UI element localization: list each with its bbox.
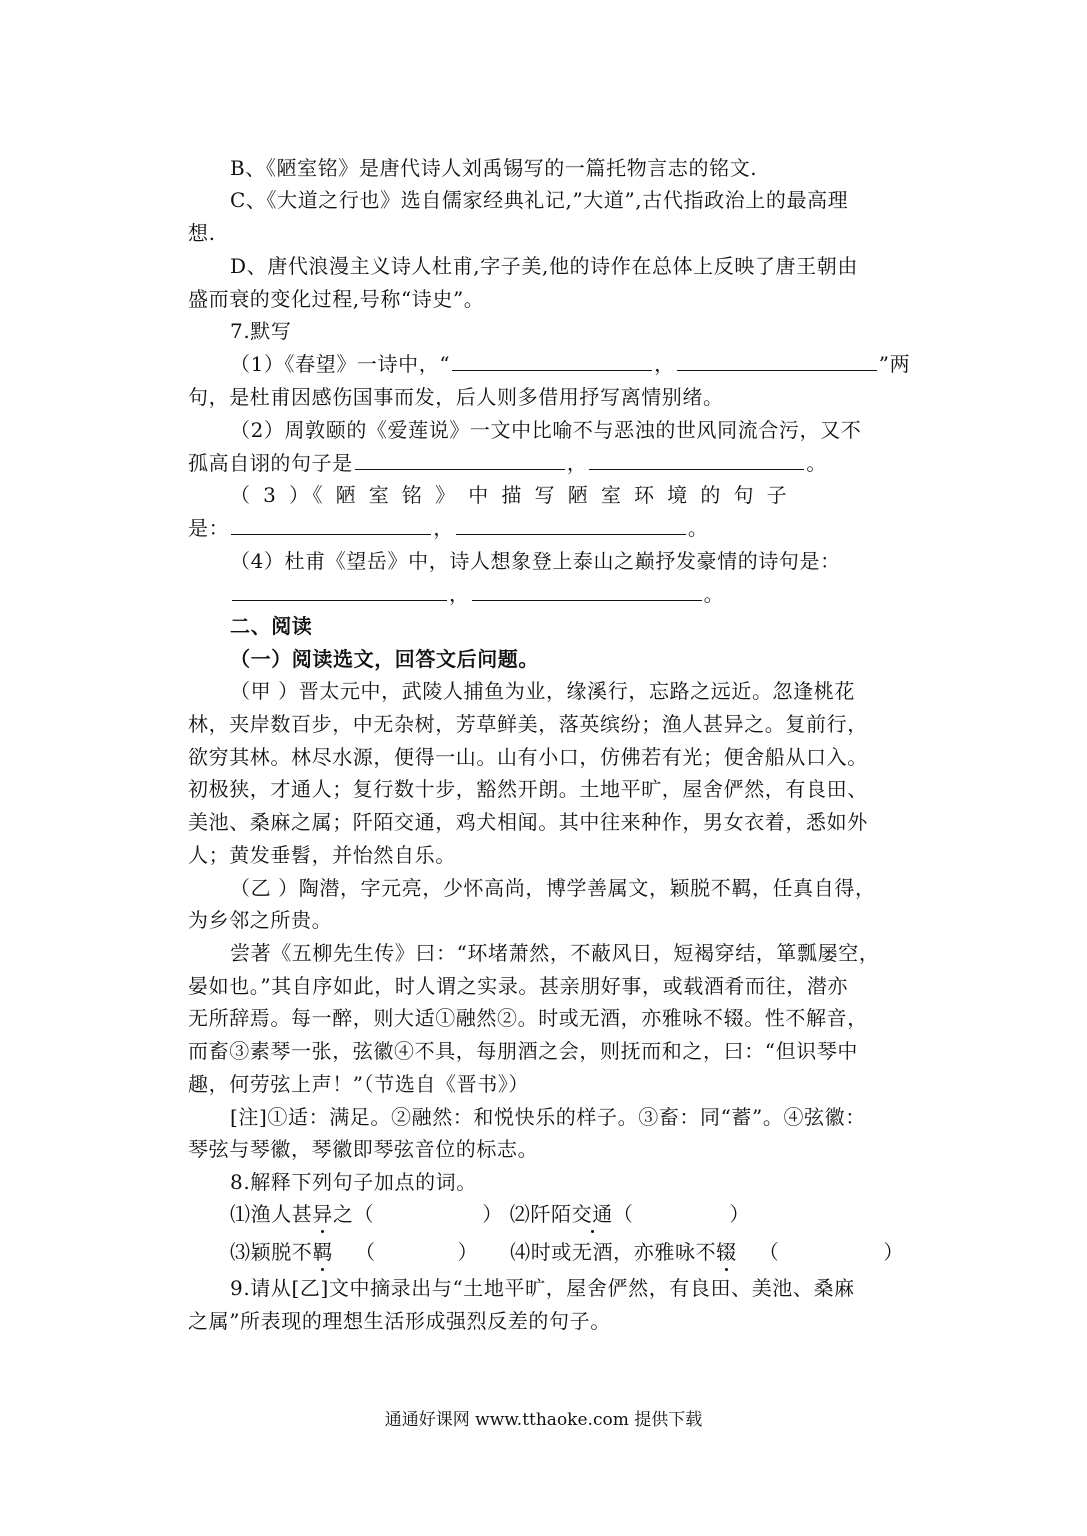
question-7-1-text: （1）《春望》一诗中，“ (230, 352, 451, 376)
option-c-line2: 想. (188, 221, 216, 245)
question-9-line1: 9.请从[乙]文中摘录出与“土地平旷，屋舍俨然，有良田、美池、桑麻 (230, 1276, 855, 1300)
question-8-3: ⑶颖脱不羁 （ ） (230, 1240, 479, 1264)
question-7-3-line1: （ 3 ）《 陋 室 铭 》 中 描 写 陋 室 环 境 的 句 子 (230, 483, 791, 507)
separator-comma: ， (566, 451, 588, 475)
emphasis-dot-word: 羁 (312, 1240, 334, 1264)
passage-jia-line: 欲穷其林。林尽水源，便得一山。山有小口，仿佛若有光；便舍船从口入。 (188, 745, 868, 769)
question-7-2-text: 孤高自诩的句子是 (188, 451, 353, 475)
passage-yi-line: 为乡邻之所贵。 (188, 908, 333, 932)
end-period: 。 (806, 451, 828, 475)
question-8-4: ⑷时或无酒，亦雅咏不辍 （ ） (510, 1240, 904, 1264)
annotation-line: 琴弦与琴徽，琴徽即琴弦音位的标志。 (188, 1137, 539, 1161)
question-8-2: ⑵阡陌交通（ ） (509, 1202, 751, 1226)
option-c-line1: C、《大道之行也》选自儒家经典礼记,”大道”,古代指政治上的最高理 (230, 188, 849, 212)
question-8-title: 8.解释下列句子加点的词。 (230, 1170, 477, 1194)
passage-yi-line: （乙 ）陶潜，字元亮，少怀高尚，博学善属文，颖脱不羁，任真自得， (230, 876, 876, 900)
separator-comma: ， (433, 516, 454, 540)
question-8-row1 (230, 1200, 750, 1228)
emphasis-dot-word: 交通 (571, 1202, 613, 1226)
question-7-3-text: 是： (188, 516, 230, 540)
passage-jia-line: 初极狭，才通人；复行数十步，豁然开朗。土地平旷，屋舍俨然，有良田、 (188, 777, 868, 801)
separator-comma: ， (654, 352, 675, 376)
answer-blank[interactable] (472, 580, 702, 601)
emphasis-dot-word: 异 (312, 1202, 334, 1226)
question-7-4-line2 (230, 580, 724, 608)
passage-jia-line: 人；黄发垂髫，并怡然自乐。 (188, 843, 456, 867)
question-7-1-line1 (230, 350, 910, 378)
answer-blank[interactable] (355, 449, 565, 470)
separator-comma: ， (449, 582, 470, 606)
question-8-1: ⑴渔人甚异之（ ） (230, 1202, 503, 1226)
answer-blank[interactable] (232, 580, 447, 601)
question-7-4-line1: （4）杜甫《望岳》中，诗人想象登上泰山之巅抒发豪情的诗句是： (230, 549, 841, 573)
passage-jia-line: 林，夹岸数百步，中无杂树，芳草鲜美，落英缤纷；渔人甚异之。复前行， (188, 712, 868, 736)
option-d-line2: 盛而衰的变化过程,号称“诗史”。 (188, 287, 485, 311)
passage-jia-line: （甲 ）晋太元中，武陵人捕鱼为业，缘溪行，忘路之远近。忽逢桃花 (230, 679, 855, 703)
page-footer: 通通好课网 www.tthaoke.com 提供下载 (384, 1410, 703, 1430)
emphasis-dot-word: 辍 (716, 1240, 737, 1264)
section-2-subheading: （一）阅读选文，回答文后问题。 (230, 647, 539, 671)
section-2-heading: 二、阅读 (230, 614, 313, 638)
passage-yi-line: 晏如也。”其自序如此，时人谓之实录。甚亲朋好事，或载酒肴而往，潜亦 (188, 974, 849, 998)
passage-yi-line: 无所辞焉。每一醉，则大适①融然②。时或无酒，亦雅咏不辍。性不解音， (188, 1006, 868, 1030)
option-d-line1: D、唐代浪漫主义诗人杜甫,字子美,他的诗作在总体上反映了唐王朝由 (230, 254, 858, 278)
question-8-row2 (230, 1238, 904, 1266)
passage-yi-line: 尝著《五柳先生传》曰：“环堵萧然，不蔽风日，短褐穿结，箪瓢屡空， (230, 941, 880, 965)
passage-yi-line: 而畜③素琴一张，弦徽④不具，每朋酒之会，则抚而和之，曰：“但识琴中 (188, 1039, 859, 1063)
question-7-2-line1: （2）周敦颐的《爱莲说》一文中比喻不与恶浊的世风同流合污，又不 (230, 418, 862, 442)
question-7-2-line2 (188, 449, 827, 477)
answer-blank[interactable] (456, 514, 686, 535)
end-period: 。 (703, 582, 725, 606)
passage-yi-line: 趣，何劳弦上声！”（节选自《晋书》） (188, 1072, 530, 1096)
end-period: 。 (687, 516, 709, 540)
answer-blank[interactable] (589, 449, 804, 470)
option-b: B、《陋室铭》是唐代诗人刘禹锡写的一篇托物言志的铭文. (230, 156, 758, 180)
answer-blank[interactable] (677, 350, 877, 371)
annotation-line: [注]①适：满足。②融然：和悦快乐的样子。③畜：同“蓄”。④弦徽： (230, 1105, 866, 1129)
passage-jia-line: 美池、桑麻之属；阡陌交通，鸡犬相闻。其中往来种作，男女衣着，悉如外 (188, 810, 868, 834)
answer-blank[interactable] (231, 514, 431, 535)
question-7-title: 7.默写 (230, 319, 292, 343)
question-9-line2: 之属”所表现的理想生活形成强烈反差的句子。 (188, 1309, 611, 1333)
question-7-1-line2: 句，是杜甫因感伤国事而发，后人则多借用抒写离情别绪。 (188, 385, 724, 409)
question-7-1-tail: ”两 (878, 352, 911, 376)
answer-blank[interactable] (452, 350, 652, 371)
question-7-3-line2 (188, 514, 708, 542)
